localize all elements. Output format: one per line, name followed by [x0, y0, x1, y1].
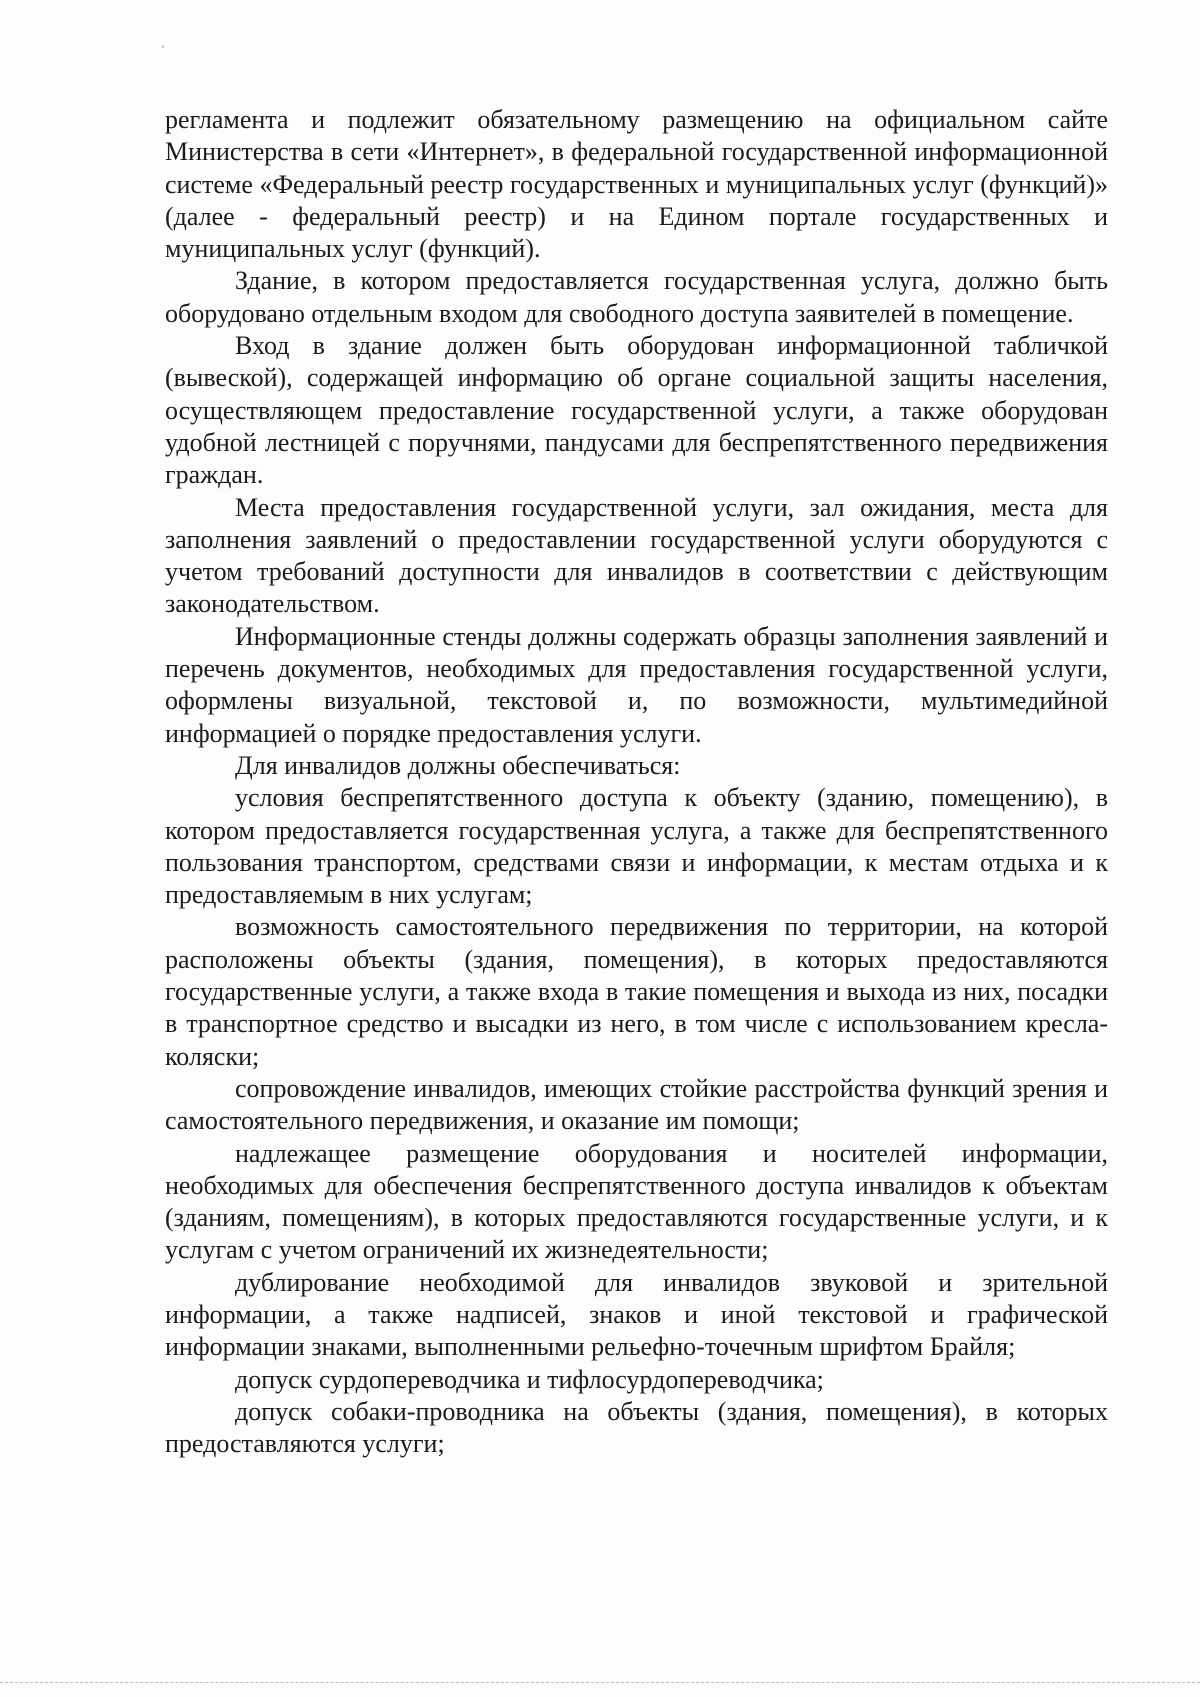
list-item-braille-duplication: дублирование необходимой для инвалидов звуковой и зрительной информации, а также надписей, знаков и иной текстовой и графической информации знаками, выполненными рельефно-точечным шрифтом Брайля; — [165, 1267, 1108, 1362]
paragraph-publication: регламента и подлежит обязательному размещению на официальном сайте Министерства в сети «Интернет», в федеральной государственной информационной системе «Федеральный реестр государственных и муниципальных услуг (функций)» (далее - федеральный реестр) и на Едином портале государственных и муниципальных услуг (функций). — [165, 105, 1108, 264]
list-item-equipment-placement: надлежащее размещение оборудования и носителей информации, необходимых для обеспечения беспрепятственного доступа инвалидов к объектам (зданиям, помещениям), в которых предоставляются государственные услуги, и к услугам с учетом ограничений их жизнедеятельности; — [165, 1138, 1108, 1265]
list-item-guide-dog: допуск собаки-проводника на объекты (здания, помещения), в которых предоставляются услуги; — [165, 1396, 1108, 1459]
list-item-sign-interpreter: допуск сурдопереводчика и тифлосурдопереводчика; — [235, 1364, 824, 1394]
document-body — [165, 104, 1108, 1460]
paragraph-info-stands: Информационные стенды должны содержать образцы заполнения заявлений и перечень документов, необходимых для предоставления государственной услуги, оформлены визуальной, текстовой и, по возможности, мультимедийной информацией о порядке предоставления услуги. — [165, 621, 1108, 748]
list-item-movement: возможность самостоятельного передвижения по территории, на которой расположены объекты (здания, помещения), в которых предоставляются государственные услуги, а также входа в такие помещения и выхода из них, посадки в транспортное средство и высадки из него, в том числе с использованием кресла-коляски; — [165, 912, 1108, 1071]
list-item-accompaniment: сопровождение инвалидов, имеющих стойкие расстройства функций зрения и самостоятельного передвижения, и оказание им помощи; — [165, 1073, 1108, 1136]
paragraph-disabled-intro: Для инвалидов должны обеспечиваться: — [235, 750, 681, 780]
list-item-access-conditions: условия беспрепятственного доступа к объекту (зданию, помещению), в котором предоставляется государственная услуга, а также для беспрепятственного пользования транспортом, средствами связи и информации, к местам отдыха и к предоставляемым в них услугам; — [165, 783, 1108, 910]
paragraph-signage: Вход в здание должен быть оборудован информационной табличкой (вывеской), содержащей информацию об органе социальной защиты населения, осуществляющем предоставление государственной услуги, а также оборудован удобной лестницей с поручнями, пандусами для беспрепятственного передвижения граждан. — [165, 331, 1108, 490]
scan-speck — [161, 45, 164, 49]
paragraph-building-entrance: Здание, в котором предоставляется государственная услуга, должно быть оборудовано отдельным входом для свободного доступа заявителей в помещение. — [165, 266, 1108, 328]
page-bottom-edge — [0, 1682, 1200, 1683]
paragraph-service-places: Места предоставления государственной услуги, зал ожидания, места для заполнения заявлений о предоставлении государственной услуги оборудуются с учетом требований доступности для инвалидов в соответствии с действующим законодательством. — [165, 492, 1108, 619]
